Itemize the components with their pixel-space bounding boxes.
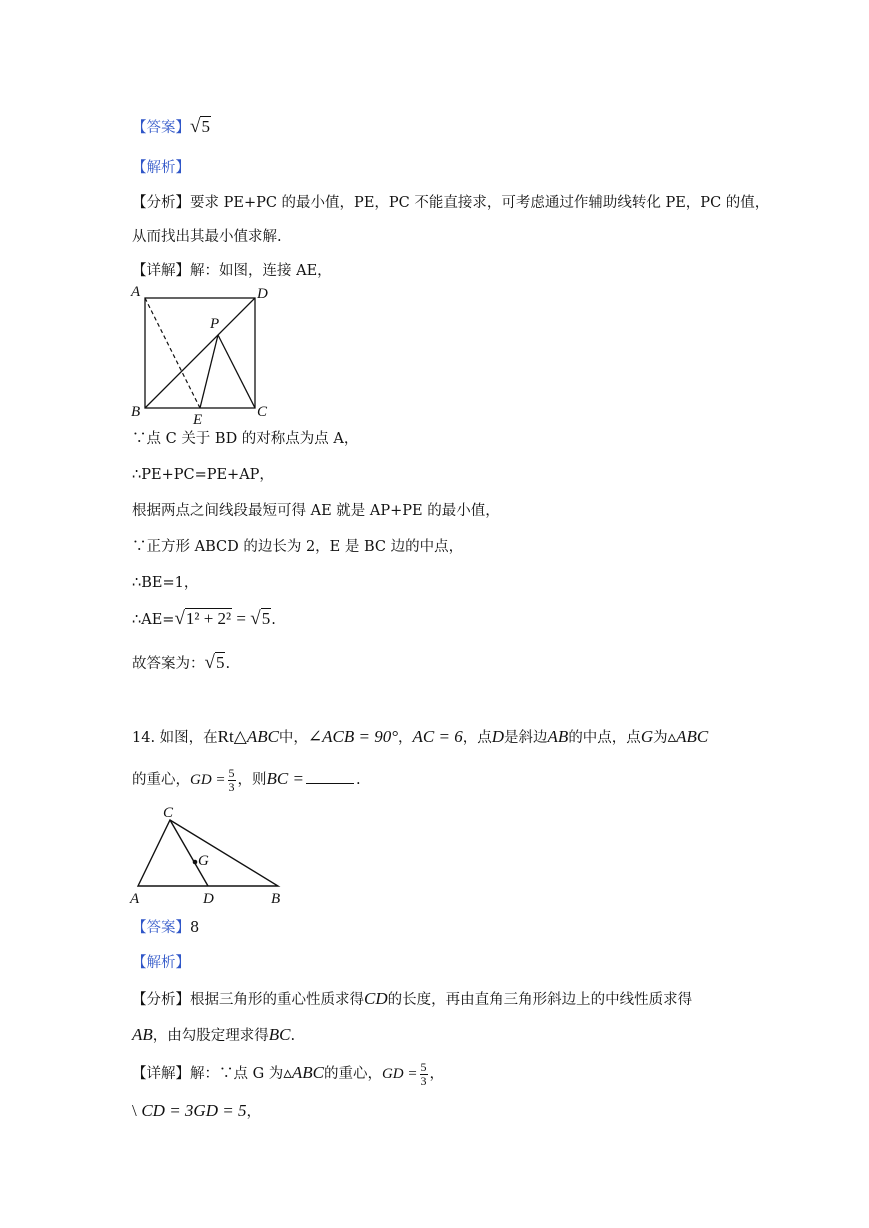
stem-text: 是斜边 (504, 730, 548, 746)
answer-tag: 【答案】 (132, 120, 190, 136)
fraction-numerator: 5 (420, 1059, 427, 1074)
analysis-tag: 【解析】 (132, 955, 190, 971)
fenxi-end: . (290, 1028, 296, 1044)
stem-gd: GD = (190, 772, 226, 788)
stem-ab: AB (547, 727, 569, 746)
detail-gd: GD = (381, 1066, 418, 1082)
fenxi-line-14 (132, 988, 692, 1011)
stem-text: 如图，在 (159, 730, 218, 746)
stem-triangle: ▵ABC (667, 727, 709, 746)
stem-text: 的中点，点 (568, 730, 641, 746)
segment-pc (218, 335, 255, 408)
sqrt-symbol: √ (204, 652, 215, 673)
detail-tag: 【详解】 (132, 263, 190, 279)
sqrt-symbol: √ (250, 608, 261, 629)
segment-ae (145, 298, 200, 408)
diagonal-bd (145, 298, 255, 408)
step-6-value: 5 (261, 609, 271, 628)
label-c: C (163, 805, 174, 821)
fenxi-line-14b (132, 1024, 295, 1047)
fenxi-text: ，由勾股定理求得 (152, 1028, 269, 1044)
last-end: ， (246, 1104, 261, 1120)
answer-line-14 (132, 917, 199, 939)
analysis-heading-13 (132, 157, 190, 179)
step-2: ∴PE+PC=PE+AP， (132, 467, 274, 483)
answer-blank[interactable] (306, 783, 354, 784)
fenxi-tag: 【分析】 (132, 992, 190, 1008)
step-3: 根据两点之间线段最短可得 AE 就是 AP+PE 的最小值， (132, 503, 500, 519)
stem-bc: BC = (266, 769, 304, 788)
analysis-tag: 【解析】 (132, 160, 190, 176)
centroid-g-dot (193, 860, 198, 865)
detail-text: 解：∵点 G 为 (190, 1066, 284, 1082)
analysis-heading-14 (132, 952, 190, 974)
detail-line-13 (132, 260, 332, 282)
step-1: ∵点 C 关于 BD 的对称点为点 A， (132, 431, 359, 447)
answer-value: 8 (190, 920, 200, 936)
label-d: D (203, 891, 214, 907)
stem-ac: AC = 6 (412, 727, 463, 746)
sqrt-symbol: √ (174, 608, 185, 629)
step-7-value: 5 (215, 653, 225, 672)
fenxi-text: 的长度，再由直角三角形斜边上的中线性质求得 (387, 992, 693, 1008)
stem-g: G (640, 727, 654, 746)
label-a: A (131, 284, 141, 300)
step-7-prefix: 故答案为： (132, 656, 205, 672)
q14-stem-line1 (132, 726, 708, 749)
detail-tag: 【详解】 (132, 1066, 190, 1082)
fenxi-cd: CD (364, 989, 388, 1008)
stem-text: ，则 (237, 772, 267, 788)
fenxi-text: 根据三角形的重心性质求得 (190, 992, 364, 1008)
step-6-end: . (271, 612, 276, 628)
label-p: P (210, 316, 220, 332)
step-6-prefix: ∴AE= (132, 612, 175, 628)
q14-number: 14. (132, 730, 156, 746)
detail-line-14 (132, 1056, 444, 1090)
detail-triangle: ▵ABC (283, 1063, 324, 1082)
stem-end: . (356, 772, 361, 788)
label-g: G (198, 853, 209, 869)
label-c: C (257, 404, 268, 420)
answer-tag: 【答案】 (132, 920, 190, 936)
fenxi-line-13b: 从而找出其最小值求解. (132, 229, 282, 245)
stray-backslash: \ (132, 1101, 137, 1120)
triangle-figure (128, 802, 298, 908)
stem-angle: ∠ACB = 90° (307, 727, 399, 746)
equals: = (232, 609, 251, 628)
label-a: A (130, 891, 140, 907)
radicand: 1² + 2² (185, 609, 232, 628)
step-7-end: . (225, 656, 231, 672)
fenxi-text: 要求 PE+PC 的最小值，PE，PC 不能直接求，可考虑通过作辅助线转化 PE，PC 的值， (190, 195, 770, 211)
label-e: E (193, 412, 203, 428)
stem-d: D (491, 727, 505, 746)
cd-equation: CD = 3GD = 5 (141, 1101, 247, 1120)
fenxi-tag: 【分析】 (132, 195, 190, 211)
fraction-5-3 (228, 767, 236, 794)
label-b: B (271, 891, 281, 907)
stem-text: ， (398, 730, 413, 746)
sqrt-symbol: √ (190, 116, 201, 137)
stem-text: 中， (278, 730, 308, 746)
square-figure (125, 284, 285, 426)
fenxi-bc: BC (268, 1025, 291, 1044)
stem-text: ，点 (462, 730, 492, 746)
segment-pe (200, 335, 218, 408)
detail-end: ， (429, 1066, 444, 1082)
fraction-denominator: 3 (420, 1073, 427, 1088)
stem-text: 为 (653, 730, 668, 746)
detail-intro: 解：如图，连接 AE， (190, 263, 332, 279)
stem-text: 的重心， (132, 772, 190, 788)
answer-line-13 (132, 116, 211, 139)
fraction-numerator: 5 (228, 765, 235, 780)
fenxi-line-13 (132, 192, 769, 214)
last-line-14 (132, 1100, 261, 1123)
label-b: B (131, 404, 141, 420)
fraction-denominator: 3 (228, 779, 235, 794)
step-5: ∴BE=1， (132, 575, 199, 591)
step-4: ∵正方形 ABCD 的边长为 2，E 是 BC 边的中点， (132, 539, 464, 555)
stem-abc: ABC (246, 727, 279, 746)
step-7 (132, 652, 230, 675)
q14-stem-line2 (132, 762, 361, 796)
label-d: D (257, 286, 268, 302)
fenxi-ab: AB (132, 1025, 153, 1044)
stem-rt: Rt△ (217, 727, 247, 746)
fraction-5-3 (420, 1061, 428, 1088)
detail-text: 的重心， (323, 1066, 382, 1082)
step-6 (132, 608, 276, 631)
answer-value: 5 (201, 117, 210, 136)
